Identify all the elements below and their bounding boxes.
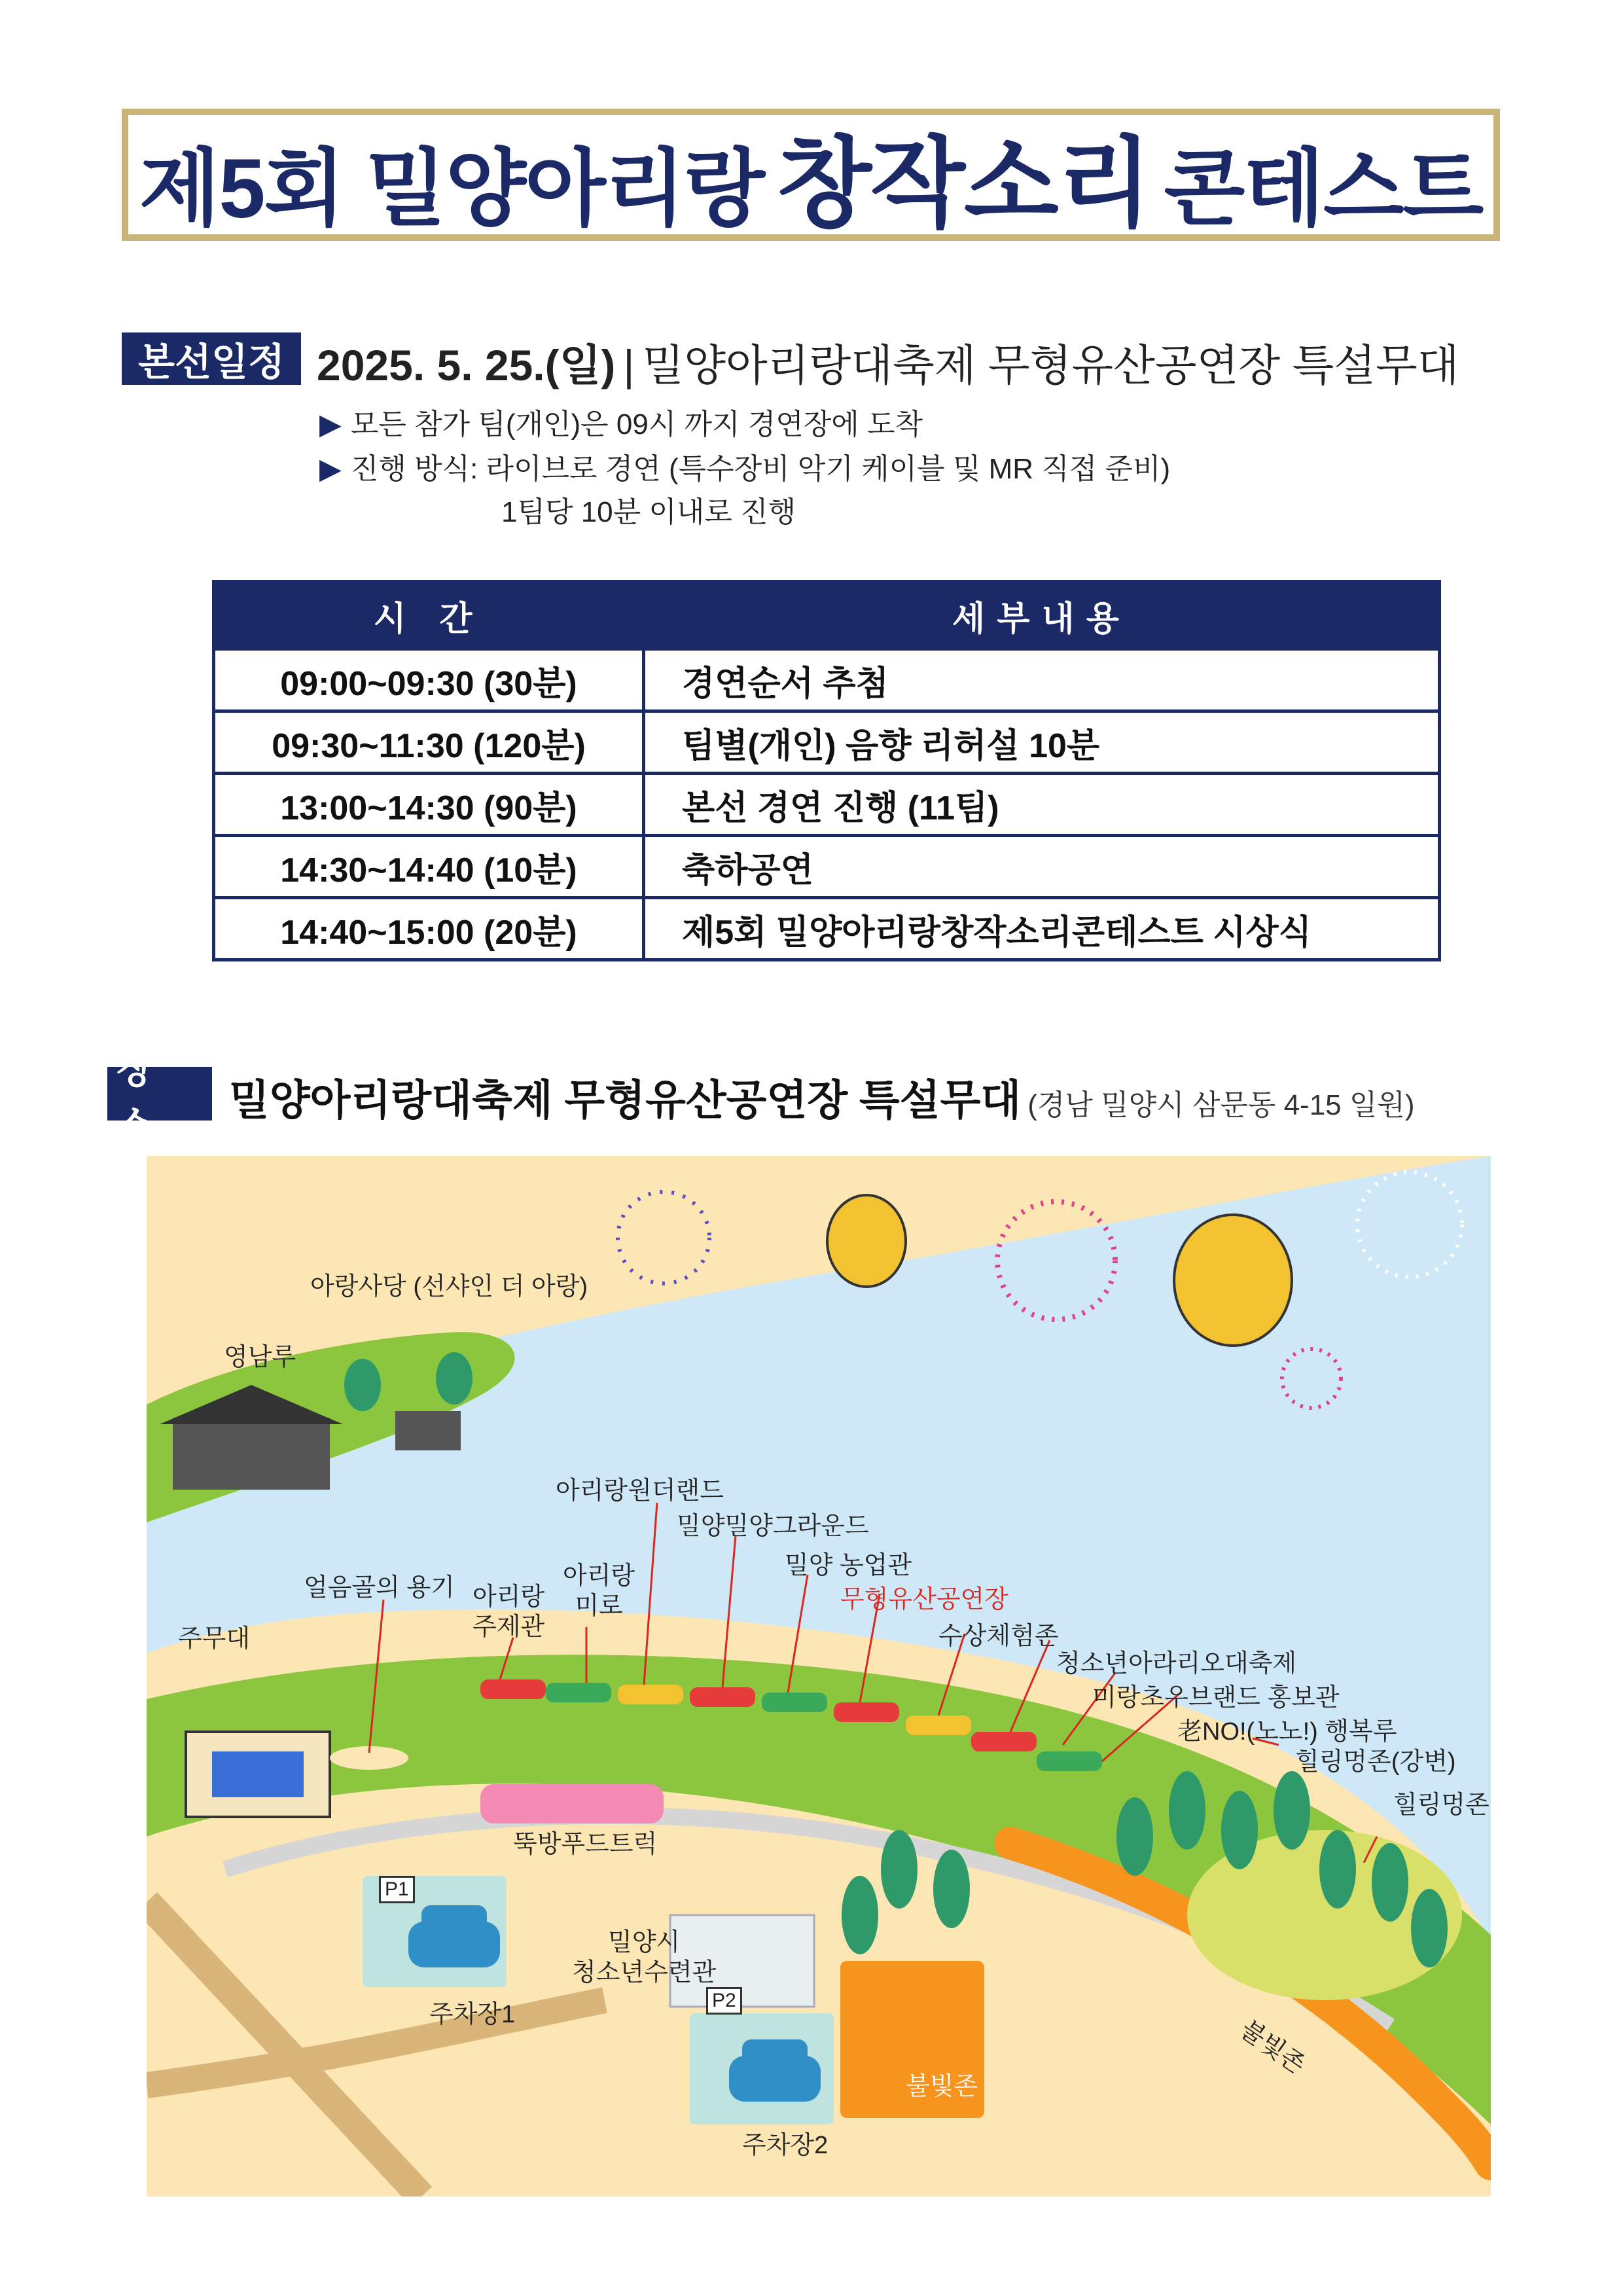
food-truck-icon bbox=[480, 1784, 664, 1823]
title-suffix: 콘테스트 bbox=[1164, 142, 1483, 236]
schedule-line bbox=[317, 331, 1459, 393]
map-label-youth-festival: 청소년아라리오대축제 bbox=[1056, 1650, 1297, 1677]
map-label-arirang-wonderland: 아리랑원더랜드 bbox=[556, 1477, 724, 1505]
title-prefix: 제5회 밀양아리랑 bbox=[139, 142, 764, 236]
hot-air-balloon-icon bbox=[827, 1195, 906, 1287]
venue-tag: 장 소 bbox=[107, 1067, 212, 1121]
yeongnamru-pavilion-icon bbox=[173, 1418, 330, 1490]
schedule-tag: 본선일정 bbox=[122, 332, 301, 385]
map-label-light-zone-square: 불빛존 bbox=[906, 2073, 978, 2100]
map-label-food-truck: 뚝방푸드트럭 bbox=[513, 1831, 658, 1858]
car-icon bbox=[421, 1905, 487, 1931]
table-row bbox=[214, 898, 1440, 960]
map-label-arang-shrine: 아랑사당 (선샤인 더 아랑) bbox=[310, 1273, 588, 1300]
schedule-bullet-continued: 1팀당 10분 이내로 진행 bbox=[501, 496, 796, 528]
header-time: 시 간 bbox=[214, 582, 644, 649]
map-label-happy-pavilion: 老NO!(노노!) 행복루 bbox=[1177, 1718, 1397, 1746]
schedule-venue: 밀양아리랑대축제 무형유산공연장 특설무대 bbox=[642, 341, 1459, 389]
map-label-main-stage: 주무대 bbox=[178, 1625, 251, 1653]
table-row bbox=[214, 711, 1440, 774]
time-cell: 14:40~15:00 (20분) bbox=[214, 898, 644, 960]
map-label-parking1: 주차장1 bbox=[429, 2001, 516, 2028]
map-label-heritage-stage: 무형유산공연장 bbox=[840, 1586, 1008, 1613]
venue-name: 밀양아리랑대축제 무형유산공연장 특설무대 bbox=[229, 1077, 1022, 1124]
map-label-youth-center: 밀양시 청소년수련관 bbox=[572, 1929, 717, 1986]
header-details: 세부내용 bbox=[644, 582, 1440, 649]
schedule-table bbox=[212, 580, 1441, 961]
map-label-arirang-miro: 아리랑 미로 bbox=[563, 1562, 635, 1620]
time-cell: 09:30~11:30 (120분) bbox=[214, 711, 644, 774]
map-label-yeongnamru: 영남루 bbox=[224, 1344, 296, 1371]
table-row bbox=[214, 649, 1440, 711]
schedule-bullet bbox=[319, 445, 1170, 487]
table-row bbox=[214, 836, 1440, 898]
detail-cell: 팀별(개인) 음향 리허설 10분 bbox=[644, 711, 1440, 774]
detail-cell: 제5회 밀양아리랑창작소리콘테스트 시상식 bbox=[644, 898, 1440, 960]
map-label-light-zone-path: 불빛존 bbox=[1235, 2015, 1310, 2079]
car-icon bbox=[742, 2039, 808, 2066]
schedule-date: 2025. 5. 25.(일) bbox=[317, 341, 616, 389]
schedule-separator: | bbox=[623, 341, 635, 389]
bullet-text: 진행 방식: 라이브로 경연 (특수장비 악기 케이블 및 MR 직접 준비) bbox=[350, 453, 1171, 485]
map-label-brand-pavilion: 미랑초우브랜드 홍보관 bbox=[1092, 1684, 1340, 1712]
detail-cell: 축하공연 bbox=[644, 836, 1440, 898]
detail-cell: 경연순서 추첨 bbox=[644, 649, 1440, 711]
map-label-healing-zone: 힐링멍존 bbox=[1393, 1791, 1489, 1819]
venue-address: (경남 밀양시 삼문동 4-15 일원) bbox=[1027, 1089, 1415, 1121]
map-label-arirang-theme: 아리랑 주제관 bbox=[473, 1583, 545, 1641]
bullet-text: 모든 참가 팀(개인)은 09시 까지 경연장에 도착 bbox=[350, 408, 923, 440]
map-label-farm-pavilion: 밀양 농업관 bbox=[785, 1552, 912, 1579]
schedule-bullet bbox=[319, 401, 923, 442]
arrow-icon: ▶ bbox=[319, 408, 342, 440]
venue-line bbox=[229, 1067, 1415, 1127]
arang-shrine-icon bbox=[395, 1411, 461, 1450]
stage-screen-icon bbox=[212, 1751, 304, 1797]
table-header-row bbox=[214, 582, 1440, 649]
map-label-miryang-ground: 밀양밀양그라운드 bbox=[677, 1513, 869, 1540]
table-row bbox=[214, 774, 1440, 836]
title-frame bbox=[122, 109, 1500, 241]
detail-cell: 본선 경연 진행 (11팀) bbox=[644, 774, 1440, 836]
parking1-sign: P1 bbox=[379, 1876, 415, 1903]
festival-map bbox=[147, 1156, 1491, 2197]
map-label-water-zone: 수상체험존 bbox=[938, 1623, 1059, 1650]
title-highlight: 창작소리 bbox=[777, 128, 1151, 238]
map-label-healing-riverside: 힐링멍존(강변) bbox=[1295, 1748, 1456, 1776]
page-title bbox=[139, 104, 1483, 245]
time-cell: 14:30~14:40 (10분) bbox=[214, 836, 644, 898]
hot-air-balloon-icon bbox=[1174, 1215, 1292, 1346]
sand-path bbox=[147, 2000, 605, 2085]
parking2-sign: P2 bbox=[706, 1987, 742, 2015]
time-cell: 13:00~14:30 (90분) bbox=[214, 774, 644, 836]
map-label-parking2: 주차장2 bbox=[742, 2132, 829, 2159]
arrow-icon: ▶ bbox=[319, 453, 342, 485]
map-label-ice-courage: 얼음골의 용기 bbox=[304, 1574, 455, 1602]
time-cell: 09:00~09:30 (30분) bbox=[214, 649, 644, 711]
firework-icon bbox=[618, 1192, 709, 1283]
